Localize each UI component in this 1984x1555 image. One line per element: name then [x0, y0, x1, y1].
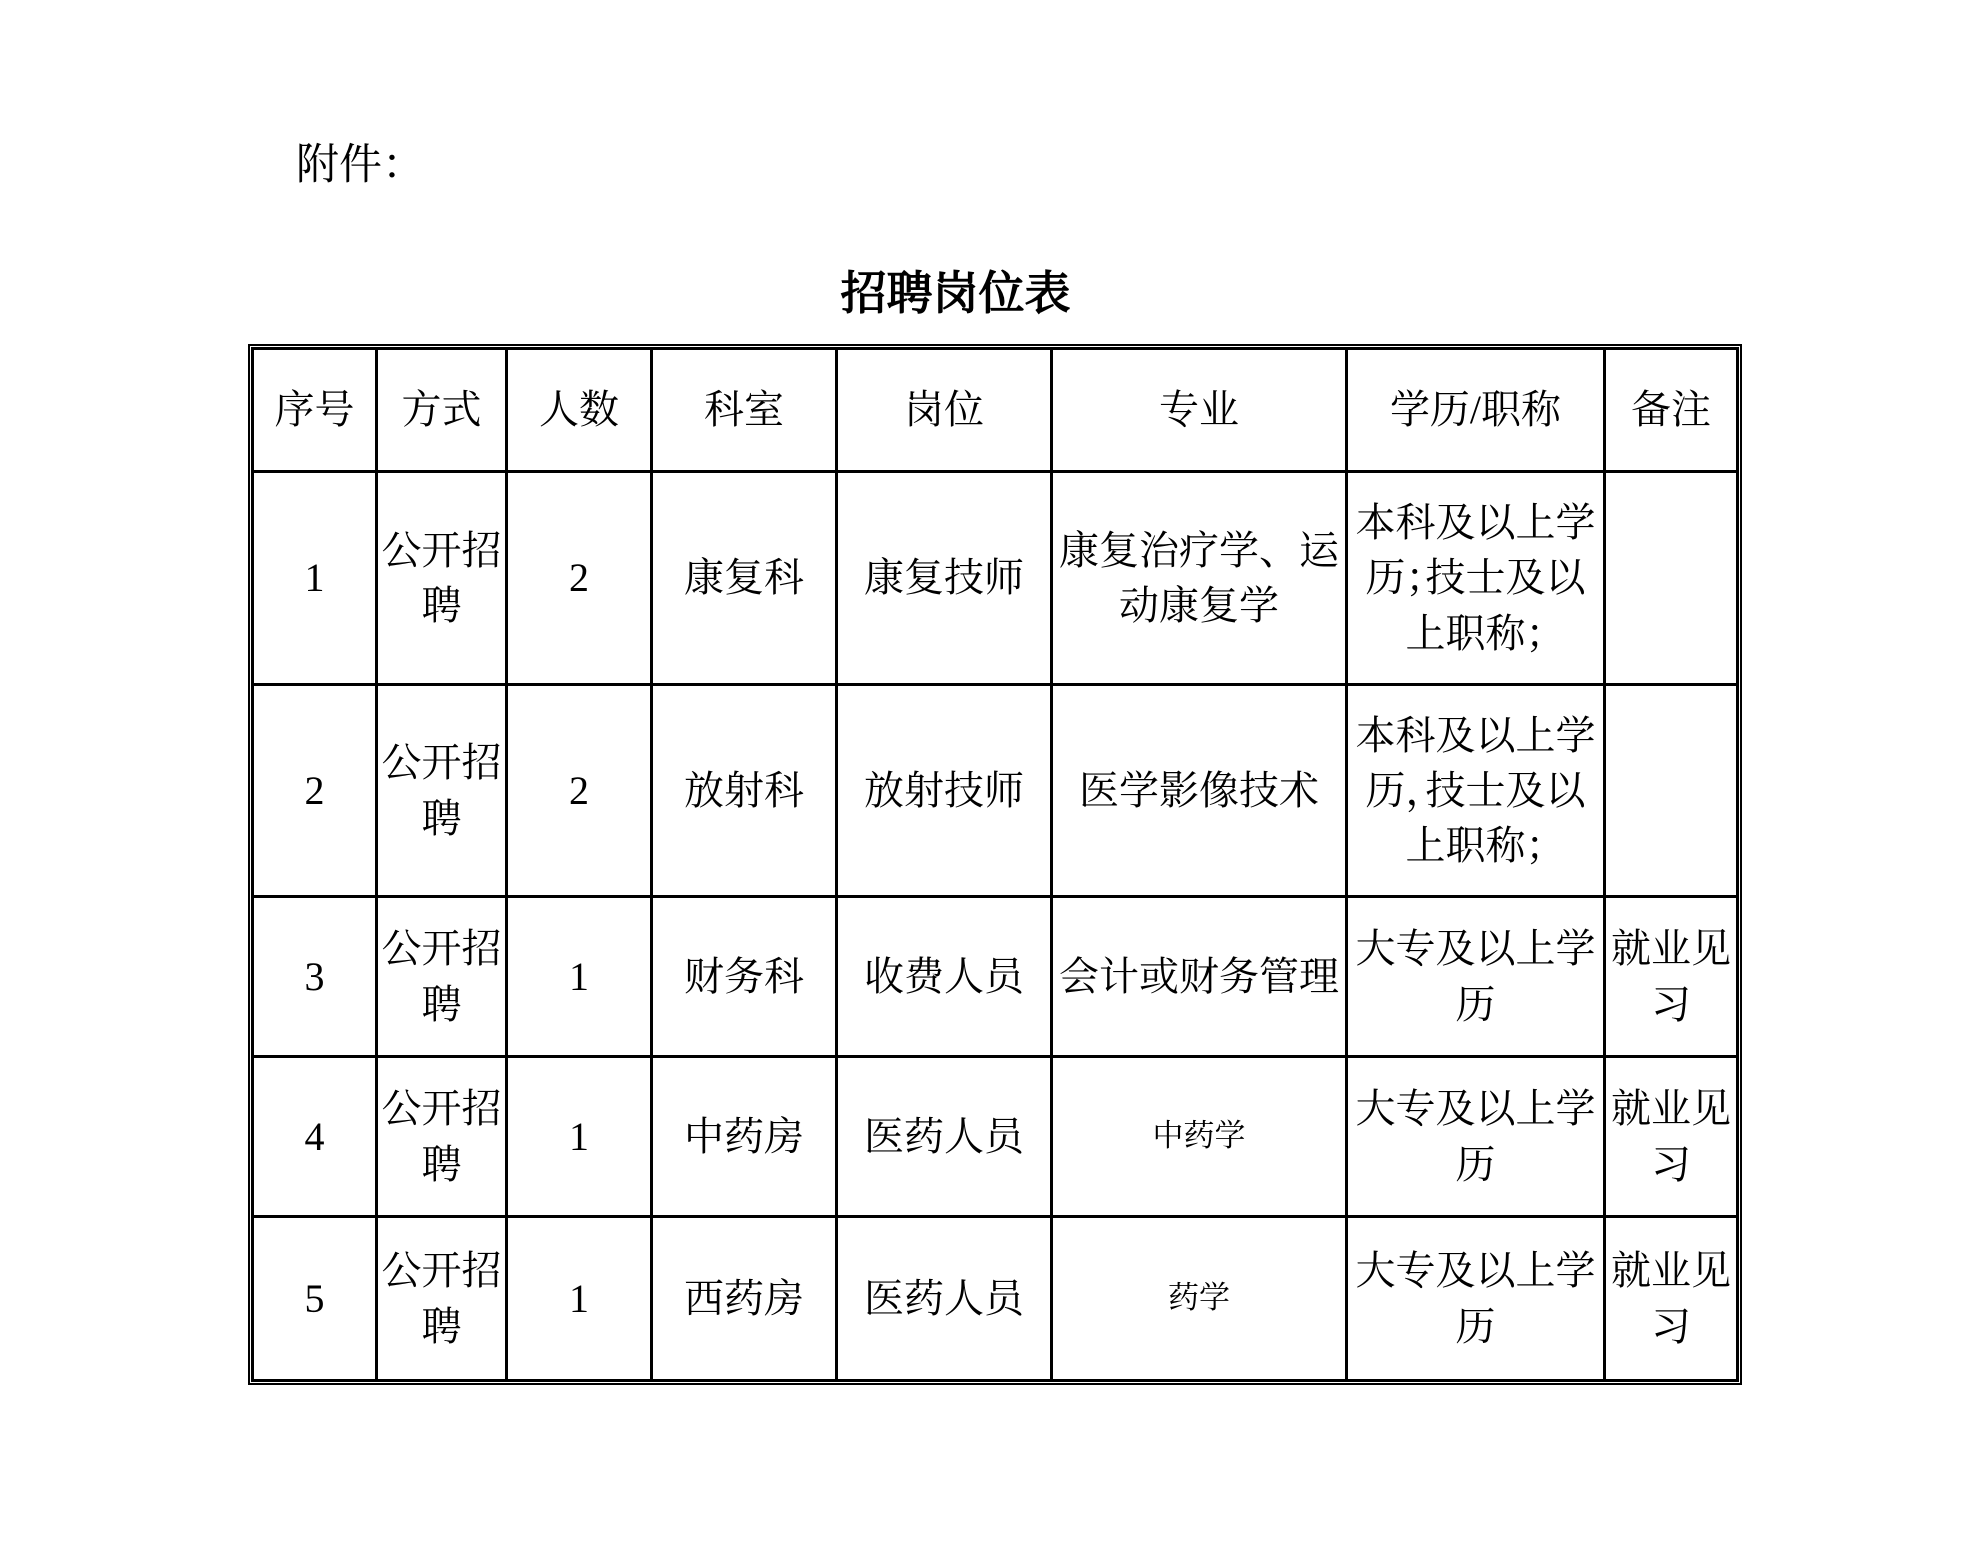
cell-note: 就业见习: [1605, 1057, 1738, 1217]
cell-method: 公开招聘: [377, 897, 507, 1057]
column-header-qualification: 学历/职称: [1347, 349, 1605, 472]
cell-count: 2: [507, 685, 652, 897]
cell-qualification: 本科及以上学历；技士及以上职称；: [1347, 472, 1605, 685]
cell-major: 药学: [1052, 1217, 1347, 1381]
column-header-method: 方式: [377, 349, 507, 472]
cell-position: 放射技师: [837, 685, 1052, 897]
cell-note: [1605, 472, 1738, 685]
table-row: [253, 1057, 1738, 1217]
cell-count: 1: [507, 1057, 652, 1217]
table-row: [253, 685, 1738, 897]
cell-note: [1605, 685, 1738, 897]
cell-department: 放射科: [652, 685, 837, 897]
cell-qualification: 大专及以上学历: [1347, 1217, 1605, 1381]
cell-seq: 1: [253, 472, 377, 685]
cell-count: 1: [507, 897, 652, 1057]
cell-position: 医药人员: [837, 1057, 1052, 1217]
cell-seq: 4: [253, 1057, 377, 1217]
column-header-major: 专业: [1052, 349, 1347, 472]
cell-department: 中药房: [652, 1057, 837, 1217]
cell-department: 康复科: [652, 472, 837, 685]
cell-department: 西药房: [652, 1217, 837, 1381]
title-container: [251, 266, 1736, 321]
cell-position: 康复技师: [837, 472, 1052, 685]
cell-seq: 2: [253, 685, 377, 897]
cell-seq: 3: [253, 897, 377, 1057]
cell-position: 收费人员: [837, 897, 1052, 1057]
table-row: [253, 472, 1738, 685]
cell-department: 财务科: [652, 897, 837, 1057]
cell-count: 1: [507, 1217, 652, 1381]
column-header-count: 人数: [507, 349, 652, 472]
cell-method: 公开招聘: [377, 1057, 507, 1217]
cell-position: 医药人员: [837, 1217, 1052, 1381]
cell-count: 2: [507, 472, 652, 685]
cell-major: 医学影像技术: [1052, 685, 1347, 897]
cell-major: 中药学: [1052, 1057, 1347, 1217]
cell-seq: 5: [253, 1217, 377, 1381]
cell-note: 就业见习: [1605, 897, 1738, 1057]
attachment-label: 附件：: [296, 142, 425, 189]
table-header-row: [253, 349, 1738, 472]
cell-note: 就业见习: [1605, 1217, 1738, 1381]
cell-qualification: 大专及以上学历: [1347, 897, 1605, 1057]
recruitment-table-border: [248, 344, 1742, 1385]
cell-major: 会计或财务管理: [1052, 897, 1347, 1057]
column-header-note: 备注: [1605, 349, 1738, 472]
page-title: 招聘岗位表: [840, 268, 1071, 319]
cell-method: 公开招聘: [377, 685, 507, 897]
cell-major: 康复治疗学、运动康复学: [1052, 472, 1347, 685]
column-header-seq: 序号: [253, 349, 377, 472]
column-header-position: 岗位: [837, 349, 1052, 472]
recruitment-table: [251, 347, 1739, 1382]
table-row: [253, 897, 1738, 1057]
table-row: [253, 1217, 1738, 1381]
cell-method: 公开招聘: [377, 472, 507, 685]
cell-qualification: 本科及以上学历，技士及以上职称；: [1347, 685, 1605, 897]
cell-method: 公开招聘: [377, 1217, 507, 1381]
cell-qualification: 大专及以上学历: [1347, 1057, 1605, 1217]
column-header-department: 科室: [652, 349, 837, 472]
